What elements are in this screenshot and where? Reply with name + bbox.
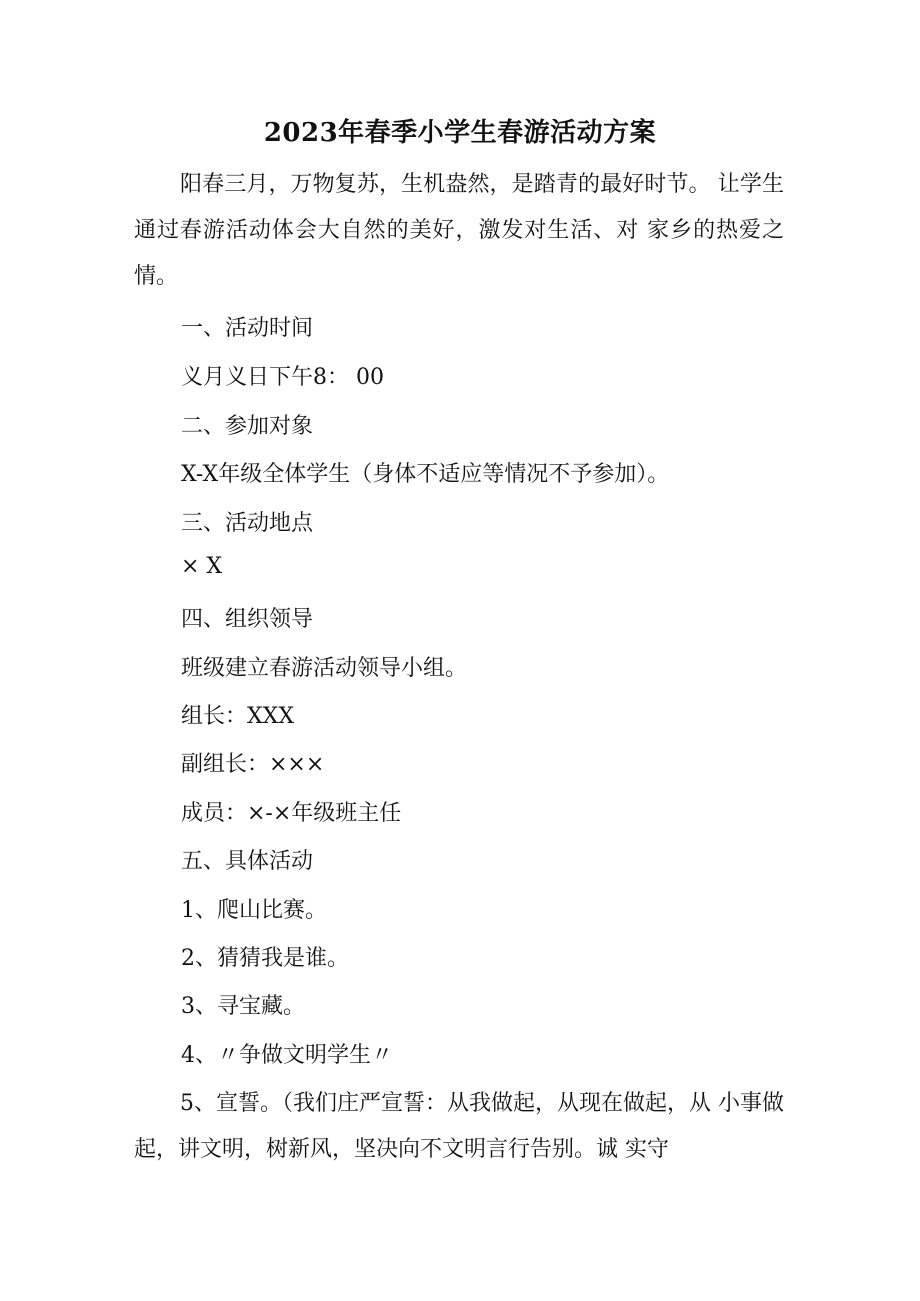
activity-time: 义月义日下午8： 00: [181, 365, 384, 390]
leadership-text: 班级建立春游活动领导小组。: [181, 656, 468, 681]
leader-line: 组长：XXX: [181, 704, 294, 729]
deputy-leader-line: 副组长：×××: [181, 752, 325, 777]
activity-item-1: 1、爬山比赛。: [181, 898, 327, 923]
participants-text: X-X年级全体学生（身体不适应等情况不予参加）。: [181, 462, 670, 487]
section-heading-leadership: 四、组织领导: [181, 607, 314, 632]
activity-item-4: 4、〃争做文明学生〃: [181, 1043, 393, 1068]
activity-item-3: 3、寻宝藏。: [181, 994, 305, 1019]
intro-paragraph: 阳春三月，万物复苏，生机盎然，是踏青的最好时节。 让学生通过春游活动体会大自然的美好，激发对生活、对 家乡的热爱之情。: [134, 172, 784, 289]
section-heading-participants: 二、参加对象: [181, 414, 314, 439]
activity-item-2: 2、猜猜我是谁。: [181, 946, 349, 971]
section-heading-time: 一、活动时间: [181, 316, 314, 341]
members-line: 成员：×-×年级班主任: [181, 801, 402, 826]
section-heading-location: 三、活动地点: [181, 511, 314, 536]
activity-item-5-paragraph: 5、宣誓。（我们庄严宣誓：从我做起，从现在做起，从 小事做起，讲文明，树新风，坚决向不文明言行告别。诚 实守: [134, 1091, 784, 1162]
location-text: × X: [181, 554, 223, 579]
section-heading-activities: 五、具体活动: [181, 849, 314, 874]
document-title: 2023年春季小学生春游活动方案: [263, 118, 657, 148]
